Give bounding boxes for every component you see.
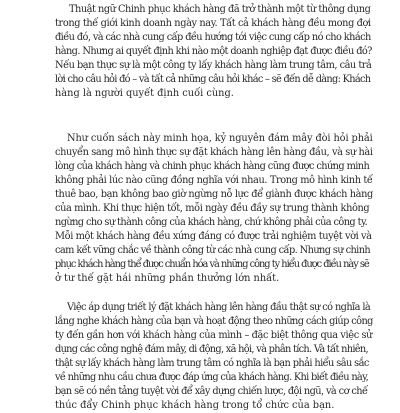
text-line: dụng các công nghệ đám mây, di động, xã hội, và phân tích. Và tất nhiên, [55, 344, 368, 355]
text-line: Nếu bạn thực sự là một công ty lấy khách hàng làm trung tâm, câu trả [55, 60, 372, 71]
text-line: không phải lúc nào cũng đồng nghĩa với nhau. Trong mô hình kinh tế [55, 175, 373, 186]
text-line: phục khách hàng thể được chuẩn hóa và những công ty hiểu được điều này sẽ [55, 259, 369, 270]
text-line: hàng là người quyết định cuối cùng. [55, 88, 234, 99]
text-line: lắng nghe khách hàng của bạn và hoạt động theo những cách giúp công [55, 316, 373, 327]
text-line: điều đó, và các nhà cung cấp đều hướng tới việc cung cấp nó cho khách [55, 32, 371, 43]
text-line: cam kết vững chắc về thành công từ các nhà cung cấp. Nhưng sự chinh [55, 245, 371, 256]
text-line: lời cho câu hỏi đó – và tất cả những câu hỏi khác – sẽ đến dễ dàng: Khách [55, 74, 371, 85]
paragraph-2 [55, 132, 373, 286]
text-line: bạn sẽ có nền tảng tuyệt vời để xây dựng chiến lược, đội ngũ, và cơ chế [55, 386, 368, 397]
text-line: về những nhu cầu chưa được đáp ứng của khách hàng. Khi biết điều này, [55, 372, 369, 383]
text-line: thật sự lấy khách hàng làm trung tâm có nghĩa là bạn phải hiểu sâu sắc [55, 358, 369, 369]
text-line: Thuật ngữ Chinh phục khách hàng đã trở thành một từ thông dụng [69, 4, 371, 15]
text-line: chuyển sang mô hình thực sự đặt khách hàng lên hàng đầu, và sự hài [55, 147, 373, 158]
text-line: thúc đẩy Chinh phục khách hàng trong tổ chức của bạn. [55, 400, 335, 411]
text-line: Như cuốn sách này minh họa, kỷ nguyên đám mây đòi hỏi phải [67, 133, 373, 144]
text-line: thuê bao, bạn không bao giờ ngừng nỗ lực để giành được khách hàng [55, 189, 373, 200]
text-line: ty đến gần hơn với khách hàng của mình – đặc biệt thông qua việc sử [55, 330, 373, 341]
paragraph-1 [55, 3, 373, 101]
text-line: Mỗi một khách hàng đều xứng đáng có được trải nghiệm tuyệt vời và [55, 231, 372, 242]
text-line: ngừng cho sự thành công của khách hàng, chứ không phải của công ty. [55, 217, 368, 228]
text-line: lòng của khách hàng và chinh phục khách hàng cũng được chứng minh [55, 161, 370, 172]
paragraph-3 [55, 301, 373, 413]
text-line: hàng. Nhưng ai quyết định khi nào một doanh nghiệp đạt được điều đó? [55, 46, 372, 57]
text-line: ở tư thế gặt hái những phần thưởng lớn nhất. [55, 273, 280, 284]
text-line: của mình. Khi thực hiện tốt, mỗi ngày đều đầy sự trung thành không [55, 203, 370, 214]
text-line: Việc áp dụng triết lý đặt khách hàng lên hàng đầu thật sự có nghĩa là [67, 302, 371, 313]
text-line: trong thế giới kinh doanh ngày nay. Tất cả khách hàng đều mong đợi [55, 18, 371, 29]
